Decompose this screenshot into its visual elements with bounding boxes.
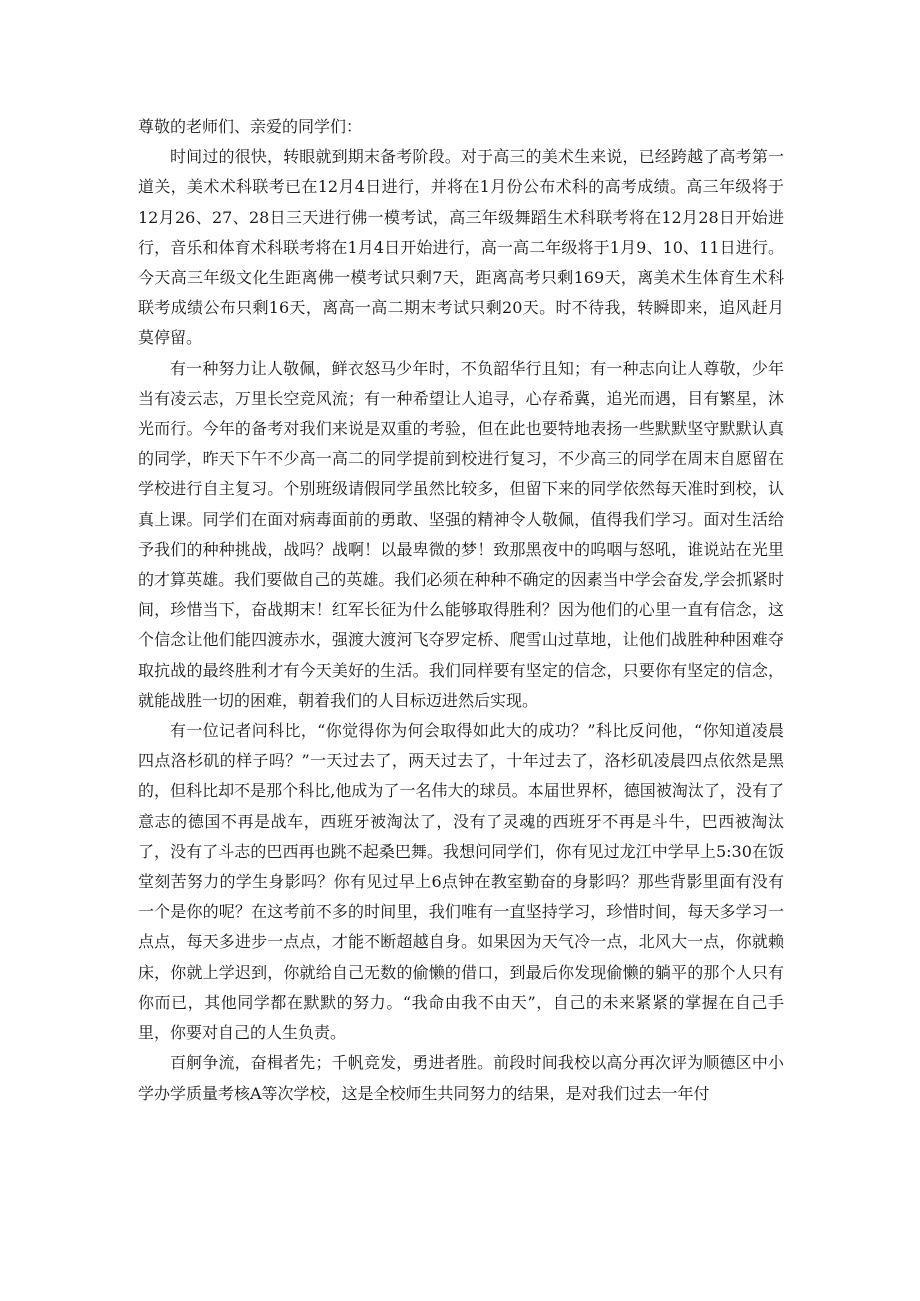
paragraph-kobe-story: 有一位记者问科比，“你觉得你为何会取得如此大的成功？”科比反问他，“你知道凌晨四点洛杉矶的样子吗？”一天过去了，两天过去了，十年过去了，洛杉矶凌晨四点依然是黑的，但科比却不是那个科比,他成为了一名伟大的球员。本届世界杯，德国被淘汰了，没有了意志的德国不再是战车，西班牙被淘汰了，没有了灵魂的西班牙不再是斗牛，巴西被淘汰了，没有了斗志的巴西再也跳不起桑巴舞。我想问同学们，你有见过龙江中学早上5:30在饭堂刻苦努力的学生身影吗？你有见过早上6点钟在教室勤奋的身影吗？那些背影里面有没有一个是你的呢？在这考前不多的时间里，我们唯有一直坚持学习，珍惜时间，每天多学习一点点，每天多进步一点点，才能不断超越自身。如果因为天气冷一点，北风大一点，你就赖床，你就上学迟到，你就给自己无数的偷懒的借口，到最后你发现偷懒的躺平的那个人只有你而已，其他同学都在默默的努力。“我命由我不由天”，自己的未来紧紧的掌握在自己手里，你要对自己的人生负责。 xyxy=(138,721,784,1043)
speech-text xyxy=(138,112,784,1109)
paragraph-school-achievement: 百舸争流，奋楫者先；千帆竞发，勇进者胜。前段时间我校以高分再次评为顺德区中小学办学质量考核A等次学校，这是全校师生共同努力的结果，是对我们过去一年付 xyxy=(138,1053,784,1103)
paragraph-exam-schedule: 时间过的很快，转眼就到期末备考阶段。对于高三的美术生来说，已经跨越了高考第一道关，美术术科联考已在12月4日进行，并将在1月份公布术科的高考成绩。高三年级将于12月26、27、28日三天进行佛一模考试，高三年级舞蹈生术科联考将在12月28日开始进行，音乐和体育术科联考将在1月4日开始进行，高一高二年级将于1月9、10、11日进行。今天高三年级文化生距离佛一模考试只剩7天，距离高考只剩169天，离美术生体育生术科联考成绩公布只剩16天，离高一高二期末考试只剩20天。时不待我，转瞬即来，追风赶月莫停留。 xyxy=(138,147,784,348)
salutation: 尊敬的老师们、亲爱的同学们： xyxy=(138,117,363,136)
paragraph-effort-and-belief: 有一种努力让人敬佩，鲜衣怒马少年时，不负韶华行且知；有一种志向让人尊敬，少年当有凌云志，万里长空竞风流；有一种希望让人追寻，心存希冀，追光而遇，目有繁星，沐光而行。今年的备考对我们来说是双重的考验，但在此也要特地表扬一些默默坚守默默认真的同学，昨天下午不少高一高二的同学提前到校进行复习，不少高三的同学在周末自愿留在学校进行自主复习。个别班级请假同学虽然比较多，但留下来的同学依然每天准时到校，认真上课。同学们在面对病毒面前的勇敢、坚强的精神令人敬佩，值得我们学习。面对生活给予我们的种种挑战，战吗？战啊！以最卑微的梦！致那黑夜中的呜咽与怒吼，谁说站在光里的才算英雄。我们要做自己的英雄。我们必须在种种不确定的因素当中学会奋发,学会抓紧时间，珍惜当下，奋战期末！红军长征为什么能够取得胜利？因为他们的心里一直有信念，这个信念让他们能四渡赤水，强渡大渡河飞夺罗定桥、爬雪山过草地，让他们战胜种种困难夺取抗战的最终胜利才有今天美好的生活。我们同样要有坚定的信念，只要你有坚定的信念，就能战胜一切的困难，朝着我们的人目标迈进然后实现。 xyxy=(138,358,784,710)
